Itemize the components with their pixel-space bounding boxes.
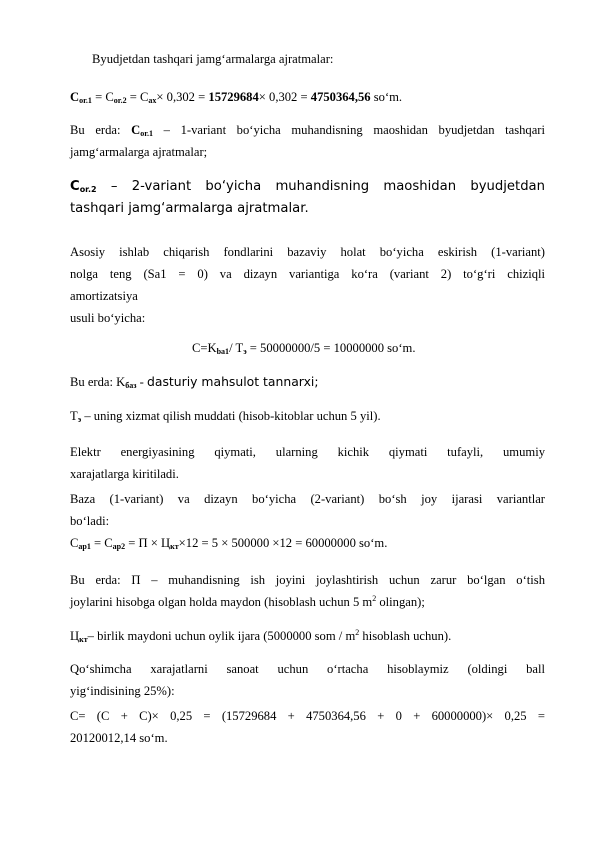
text-formula3-s2: ap2 xyxy=(112,542,126,551)
text-formula2-post: = 50000000/5 = 10000000 so‘m. xyxy=(246,341,416,355)
text-formula2-sub2: э xyxy=(243,347,247,356)
text-para9-sub: кт xyxy=(79,635,88,644)
text-para3-line3: amortizatsiya xyxy=(70,289,138,303)
text-formula3-post: ×12 = 5 × 500000 ×12 = 60000000 so‘m. xyxy=(178,536,388,550)
text-para2-c: C xyxy=(70,179,80,194)
electricity-paragraph xyxy=(70,441,545,485)
text-formula2-pre: C=K xyxy=(192,341,217,355)
text-para3-line2: nolga teng (Sa1 = 0) va dizayn variantiga ko‘ra (variant 2) to‘g‘ri chiziqli xyxy=(70,267,545,281)
text-formula3-c: C xyxy=(70,536,79,550)
text-para7-line1: Baza (1-variant) va dizayn bo‘yicha (2-variant) bo‘sh joy ijarasi variantlar xyxy=(70,492,545,506)
text-formula4-line1: C= (C + C)× 0,25 = (15729684 + 4750364,56 + 0 + 60000000)× 0,25 = xyxy=(70,709,545,723)
text-para8-line1: Bu erda: П – muhandisning ish joyini joylashtirish uchun zarur bo‘lgan o‘tish xyxy=(70,573,545,587)
text-para2-dash: – xyxy=(96,179,132,194)
text-para2-line2: tashqari jamg‘armalarga ajratmalar. xyxy=(70,201,309,216)
text-para1-text: – 1-variant bo‘yicha muhandisning maoshidan byudjetdan tashqari jamg‘armalarga ajratmalar; xyxy=(70,123,545,159)
text-formula1-c: C xyxy=(70,90,80,104)
text-formula3-s3: кт xyxy=(170,542,179,551)
formula-overhead xyxy=(70,705,545,749)
text-formula1-s1: or.1 xyxy=(79,96,92,105)
text-formula3-s1: ap1 xyxy=(78,542,91,551)
definition-monthly-rent xyxy=(70,625,545,647)
formula-budget-contributions xyxy=(70,86,545,108)
text-para1-c: C xyxy=(131,123,141,137)
text-formula4-line2: 20120012,14 so‘m. xyxy=(70,731,168,745)
text-para3-line4: usuli bo‘yicha: xyxy=(70,311,146,325)
text-para5-t: T xyxy=(70,409,78,423)
text-formula1-v1: 15729684 xyxy=(208,90,259,104)
text-formula2-sub1: ba1 xyxy=(216,347,230,356)
text-formula1-v2: 4750364,56 xyxy=(310,90,371,104)
definition-base-cost xyxy=(70,371,545,393)
rent-paragraph xyxy=(70,488,545,532)
text-para6-line1: Elektr energiyasining qiymati, ularning kichik qiymati tufayli, umumiy xyxy=(70,445,545,459)
text-para4-sub: баз xyxy=(125,381,137,390)
text-para9-c: Ц xyxy=(70,629,80,643)
section-heading xyxy=(70,48,545,70)
text-formula1-tail1: × 0,302 = xyxy=(156,90,209,104)
text-title: Byudjetdan tashqari jamg‘armalarga ajratmalar: xyxy=(92,52,334,66)
text-para5-sub: э xyxy=(77,415,82,424)
definition-service-life xyxy=(70,405,545,427)
text-formula3-mid: = П × Ц xyxy=(125,536,171,550)
text-para10-line1: Qo‘shimcha xarajatlarni sanoat uchun o‘rtacha hisoblaymiz (oldingi ball xyxy=(70,662,545,676)
text-para9-texta: – birlik maydoni uchun oylik ijara (5000000 som / m xyxy=(87,629,356,643)
text-formula1-s2: or.2 xyxy=(113,96,127,105)
text-formula1-unit: so‘m. xyxy=(370,90,403,104)
definition-area xyxy=(70,569,545,613)
text-para1-pre: Bu erda: xyxy=(70,123,132,137)
definition-variant-1 xyxy=(70,119,545,163)
text-para9-sup: 2 xyxy=(355,627,360,637)
text-para4-pre: Bu erda: K xyxy=(70,375,126,389)
amortization-paragraph xyxy=(70,241,545,329)
text-para9-textb: hisoblash uchun). xyxy=(359,629,452,643)
text-para8-sup: 2 xyxy=(372,593,377,603)
formula-amortization xyxy=(70,337,545,359)
text-para8-line2b: olingan); xyxy=(376,595,425,609)
text-para7-line2: bo‘ladi: xyxy=(70,514,110,528)
text-para4-dash: - xyxy=(136,375,147,389)
text-para10-line2: yig‘indisining 25%): xyxy=(70,684,175,698)
text-para8-line2a: joylarini hisobga olgan holda maydon (hisoblash uchun 5 m xyxy=(70,595,373,609)
text-para6-line2: xarajatlarga kiritiladi. xyxy=(70,467,179,481)
text-formula1-tail2: × 0,302 = xyxy=(258,90,311,104)
text-formula1-eq1: = C xyxy=(91,90,114,104)
text-para5-text: – uning xizmat qilish muddati (hisob-kitoblar uchun 5 yil). xyxy=(81,409,381,423)
definition-variant-2 xyxy=(70,176,545,220)
overhead-paragraph xyxy=(70,658,545,702)
text-formula3-eq1: = C xyxy=(90,536,113,550)
text-formula2-mid: / T xyxy=(229,341,244,355)
text-formula1-s3: ax xyxy=(148,96,157,105)
text-formula1-eq2: = C xyxy=(126,90,149,104)
text-para1-sub: or.1 xyxy=(140,129,154,138)
text-para3-line1: Asosiy ishlab chiqarish fondlarini bazaviy holat bo‘yicha eskirish (1-variant) xyxy=(70,245,545,259)
text-para2-line1: 2-variant bo‘yicha muhandisning maoshidan byudjetdan xyxy=(131,179,545,194)
text-para4-text: dasturiy mahsulot tannarxi; xyxy=(146,374,319,389)
text-para2-sub: or.2 xyxy=(79,185,97,194)
formula-rent xyxy=(70,532,545,554)
